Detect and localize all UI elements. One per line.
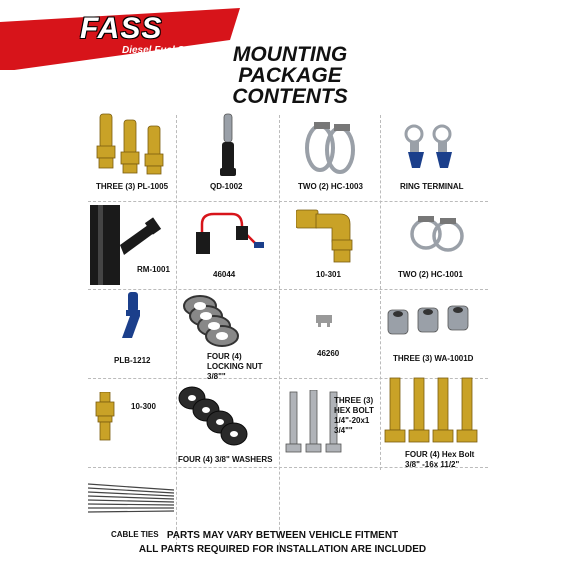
fuse-holder-icon: [196, 210, 266, 263]
washers-icon: [176, 384, 252, 451]
part-label: TWO (2) HC-1003: [298, 182, 363, 191]
ring-terminal-icon: [400, 122, 460, 179]
brand-logo: FASS: [80, 12, 163, 45]
elbow-fitting-icon: [296, 206, 362, 269]
part-label: 10-301: [316, 270, 341, 279]
part-label: THREE (3) PL-1005: [96, 182, 169, 191]
part-label: CABLE TIES: [111, 530, 159, 539]
fuse-icon: [316, 314, 332, 332]
return-manifold-icon: [88, 205, 174, 290]
cable-ties-icon: [86, 480, 176, 523]
part-label: RING TERMINAL: [400, 182, 464, 191]
part-label: FOUR (4) Hex Bolt 3/8" -16x 11/2": [405, 450, 475, 469]
quick-disconnect-icon: [214, 112, 242, 187]
spacers-icon: [384, 304, 474, 343]
plastic-barb-icon: [118, 292, 148, 347]
part-label: FOUR (4) LOCKING NUT 3/8"": [207, 352, 263, 381]
page-title: [200, 44, 380, 107]
title-line-1: MOUNTING: [232, 43, 348, 66]
brand-subtitle: Diesel Fuel Systems: [122, 45, 219, 56]
part-label: 46260: [317, 349, 340, 358]
large-hex-bolts-icon: [382, 376, 482, 451]
title-line-2: PACKAGE: [238, 64, 342, 87]
part-label: 46044: [213, 270, 236, 279]
part-label: RM-1001: [137, 265, 170, 274]
part-label: QD-1002: [210, 182, 243, 191]
part-label: THREE (3) HEX BOLT 1/4"-20x1 3/4"": [334, 396, 374, 435]
grid-divider: [176, 115, 177, 545]
part-label: TWO (2) HC-1001: [398, 270, 463, 279]
title-line-3: CONTENTS: [232, 85, 348, 108]
part-label: PLB-1212: [114, 356, 151, 365]
part-label: FOUR (4) 3/8" WASHERS: [178, 455, 273, 464]
straight-fitting-icon: [92, 392, 118, 447]
locking-nuts-icon: [180, 292, 244, 353]
hose-barb-fittings-icon: [94, 110, 170, 181]
hose-clamps-icon: [300, 118, 362, 181]
hose-clamps-icon: [408, 212, 468, 257]
part-label: 10-300: [131, 402, 156, 411]
footer-note-2: ALL PARTS REQUIRED FOR INSTALLATION ARE INCLUDED: [138, 544, 427, 555]
grid-divider: [88, 201, 488, 202]
grid-divider: [279, 115, 280, 545]
footer-note-1: PARTS MAY VARY BETWEEN VEHICLE FITMENT: [166, 530, 399, 541]
part-label: THREE (3) WA-1001D: [393, 354, 474, 363]
